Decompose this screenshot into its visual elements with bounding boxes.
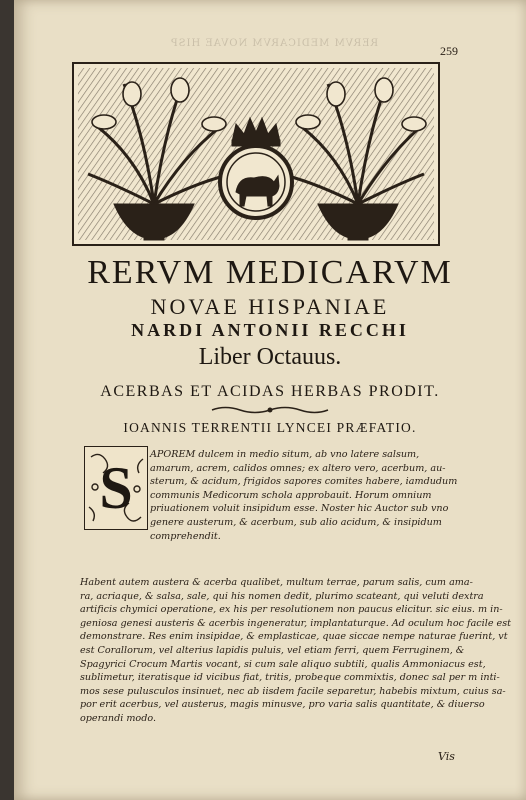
text-line: genere austerum, & acerbum, sub alio acidum, & insipidum <box>150 516 442 528</box>
flourish-divider-ornament <box>210 405 330 415</box>
main-title: RERVM MEDICARVM <box>87 254 453 291</box>
text-line: por erit acerbus, vel austerus, magis minusve, pro varia salis quantitate, & diuerso <box>80 699 485 711</box>
preface-intro-text <box>150 448 457 543</box>
text-line: priuationem voluit insipidum esse. Noster hic Auctor sub vno <box>150 503 449 515</box>
preface-paragraph <box>80 576 511 726</box>
text-line: demonstrare. Res enim insipidae, & emplasticae, quae siccae nempe naturae fuerint, vt <box>80 631 508 643</box>
text-line: amarum, acrem, calidos omnes; ex altero vero, acerbum, au- <box>150 462 446 474</box>
text-line: comprehendit. <box>150 530 221 542</box>
chapter-heading: ACERBAS ET ACIDAS HERBAS PRODIT. <box>100 383 440 400</box>
text-line: est Corallorum, vel alterius lapidis puluis, vel etiam ferri, quem Ferruginem, & <box>80 644 465 656</box>
author-name: NARDI ANTONII RECCHI <box>131 320 409 340</box>
decorated-initial <box>84 446 148 530</box>
text-line: sublimetur, iteratisque id vicibus fiat, tritis, probeque commixtis, donec sal per m inti- <box>80 672 500 684</box>
text-line: Spagyrici Crocum Martis vocant, si cum sale aliquo subtili, qualis Ammoniacus est, <box>80 658 486 670</box>
text-line: geniosa genesi austeris & acerbis ingeneratur, implantaturque. Ad oculum hoc facile est <box>80 617 512 629</box>
text-line: APOREM dulcem in medio situm, ab vno latere salsum, <box>150 449 420 460</box>
text-line: ra, acriaque, & salsa, sale, qui his nomen dedit, plurimo scateant, qui veluti dextra <box>80 590 484 602</box>
bleed-through-running-head: RERVM MEDICARVM NOVAE HISP <box>169 38 379 49</box>
book-number: Liber Octauus. <box>198 344 342 370</box>
page-number: 259 <box>440 44 458 58</box>
text-line: communis Medicorum schola approbauit. Horum omnium <box>150 489 432 501</box>
text-line: mos sese pulusculos insinuet, nec ab iisdem facile separetur, habebis mixtum, cuius sa- <box>80 685 506 697</box>
text-line: Habent autem austera & acerba qualibet, multum terrae, parum salis, cum ama- <box>80 577 473 588</box>
text-line: operandi modo. <box>80 712 157 724</box>
woodcut-headpiece-ornament <box>72 62 440 246</box>
initial-letter: S <box>99 455 133 521</box>
book-page <box>14 0 526 800</box>
catchword: Vis <box>438 750 455 763</box>
text-line: sterum, & acidum, frigidos sapores comites habere, iamdudum <box>150 476 458 488</box>
subtitle-region: NOVAE HISPANIAE <box>150 294 390 319</box>
text-line: artificis chymici operatione, ex his per resolutionem non paucus elicitur. sic eius. m in- <box>80 604 503 616</box>
preface-heading: IOANNIS TERRENTII LYNCEI PRÆFATIO. <box>123 420 417 435</box>
